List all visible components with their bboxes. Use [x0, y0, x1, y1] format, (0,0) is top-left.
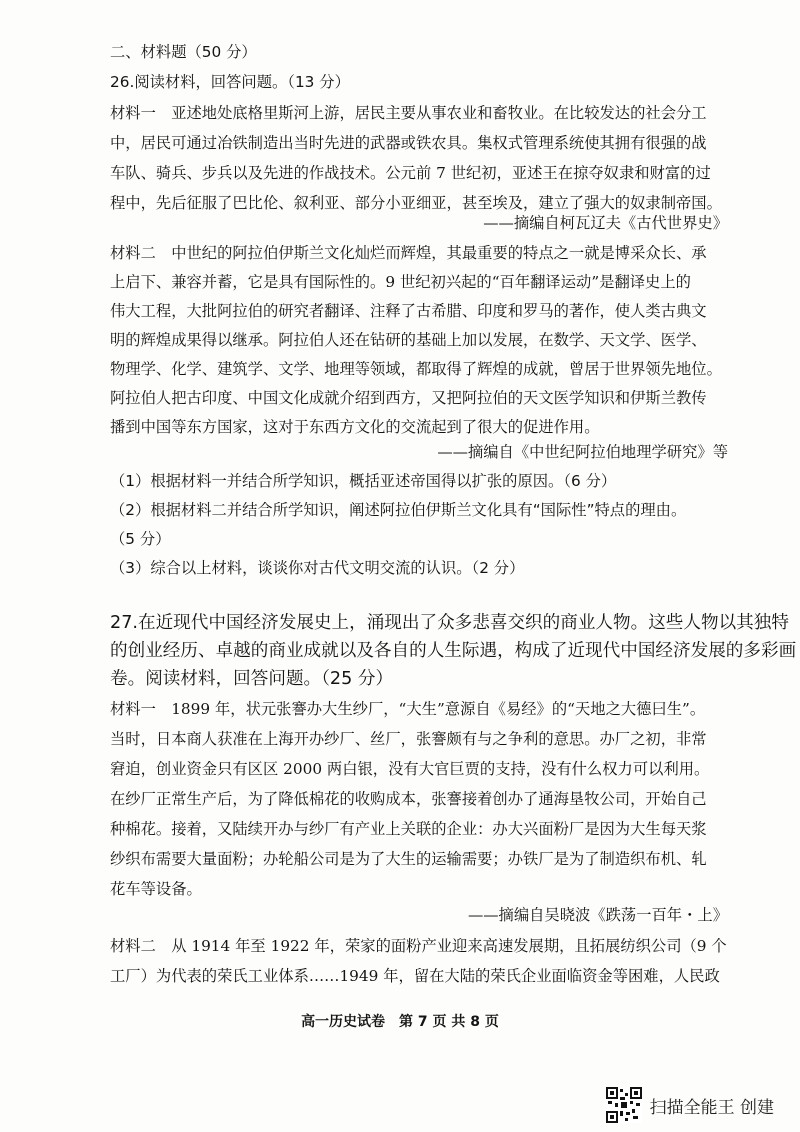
q26-material-2-line: 物理学、化学、建筑学、文学、地理等领域，都取得了辉煌的成就，曾居于世界领先地位。 — [110, 360, 722, 378]
q27-material-1-line: 纱织布需要大量面粉；办轮船公司是为了大生的运输需要；办铁厂是为了制造织布机、轧 — [110, 850, 707, 868]
q26-material-2-line: 明的辉煌成果得以继承。阿拉伯人还在钻研的基础上加以发展，在数学、天文学、医学、 — [110, 331, 707, 349]
scanner-watermark — [606, 1086, 774, 1124]
q27-material-1-line: 花车等设备。 — [110, 880, 202, 898]
q26-material-2-line: 阿拉伯人把古印度、中国文化成就介绍到西方，又把阿拉伯的天文医学知识和伊斯兰教传 — [110, 389, 707, 407]
q26-material-2-line: 上启下、兼容并蓄，它是具有国际性的。9 世纪初兴起的“百年翻译运动”是翻译史上的 — [110, 273, 691, 291]
q27-material-1-line: 在纱厂正常生产后，为了降低棉花的收购成本，张謇接着创办了通海垦牧公司，开始自己 — [110, 790, 707, 808]
q27-material-1-source: ——摘编自吴晓波《跌荡一百年・上》 — [467, 906, 728, 924]
question-26-title: 26.阅读材料，回答问题。（13 分） — [110, 73, 350, 91]
q26-material-1-line: 车队、骑兵、步兵以及先进的作战技术。公元前 7 世纪初，亚述王在掠夺奴隶和财富的过 — [110, 164, 711, 182]
question-27-intro-line: 卷。阅读材料，回答问题。（25 分） — [110, 669, 394, 689]
q27-material-1-line: 窘迫，创业资金只有区区 2000 两白银，没有大官巨贾的支持，没有什么权力可以利用。 — [110, 760, 710, 778]
q26-subquestion: （3）综合以上材料，谈谈你对古代文明交流的认识。（2 分） — [110, 559, 525, 577]
q26-material-2-line: 播到中国等东方国家，这对于东西方文化的交流起到了很大的促进作用。 — [110, 418, 600, 436]
q27-material-1-line: 材料一 1899 年，状元张謇办大生纱厂，“大生”意源自《易经》的“天地之大德曰生”。 — [110, 700, 706, 718]
watermark-text: 扫描全能王 创建 — [649, 1097, 774, 1118]
question-27-intro-line: 27.在近现代中国经济发展史上，涌现出了众多悲喜交织的商业人物。这些人物以其独特 — [110, 613, 789, 633]
q26-subquestion: （5 分） — [110, 530, 171, 548]
q26-material-1-line: 程中，先后征服了巴比伦、叙利亚、部分小亚细亚，甚至埃及，建立了强大的奴隶制帝国。 — [110, 194, 722, 212]
question-27-intro-line: 的创业经历、卓越的商业成就以及各自的人生际遇，构成了近现代中国经济发展的多彩画 — [110, 641, 797, 661]
q27-material-2-line: 材料二 从 1914 年至 1922 年，荣家的面粉产业迎来高速发展期，且拓展纺织公司（9 个 — [110, 937, 727, 955]
q26-material-1-source: ——摘编自柯瓦辽夫《古代世界史》 — [483, 214, 728, 232]
section-heading: 二、材料题（50 分） — [110, 43, 257, 61]
q26-material-2-source: ——摘编自《中世纪阿拉伯地理学研究》等 — [437, 443, 728, 461]
q26-material-1-line: 材料一 亚述地处底格里斯河上游，居民主要从事农业和畜牧业。在比较发达的社会分工 — [110, 104, 707, 122]
q26-subquestion: （2）根据材料二并结合所学知识，阐述阿拉伯伊斯兰文化具有“国际性”特点的理由。 — [110, 501, 687, 519]
qr-code-icon — [606, 1087, 642, 1123]
q27-material-1-line: 当时，日本商人获准在上海开办纱厂、丝厂，张謇颇有与之争利的意思。办厂之初，非常 — [110, 730, 707, 748]
q26-subquestion: （1）根据材料一并结合所学知识，概括亚述帝国得以扩张的原因。（6 分） — [110, 472, 617, 490]
q27-material-1-line: 种棉花。接着，又陆续开办与纱厂有产业上关联的企业：办大兴面粉厂是因为大生每天浆 — [110, 820, 707, 838]
q26-material-2-line: 材料二 中世纪的阿拉伯伊斯兰文化灿烂而辉煌，其最重要的特点之一就是博采众长、承 — [110, 244, 707, 262]
q26-material-1-line: 中，居民可通过冶铁制造出当时先进的武器或铁农具。集权式管理系统使其拥有很强的战 — [110, 134, 707, 152]
page-footer: 高一历史试卷 第 7 页 共 8 页 — [301, 1014, 499, 1030]
q26-material-2-line: 伟大工程，大批阿拉伯的研究者翻译、注释了古希腊、印度和罗马的著作，使人类古典文 — [110, 302, 707, 320]
q27-material-2-line: 工厂）为代表的荣氏工业体系……1949 年，留在大陆的荣氏企业面临资金等困难，人民政 — [110, 967, 720, 985]
